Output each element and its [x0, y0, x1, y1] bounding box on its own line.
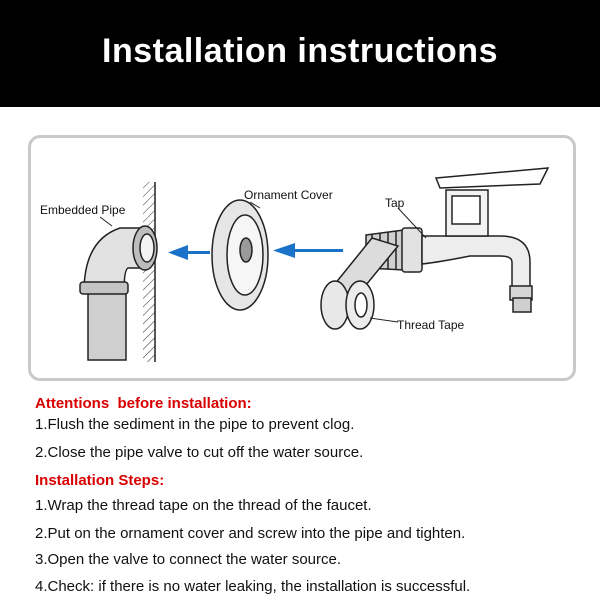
- tap-label: Tap: [385, 196, 405, 210]
- installation-steps-heading: Installation Steps:: [35, 472, 165, 489]
- ornament-cover-graphic: [212, 200, 268, 310]
- arrow-icon: [273, 243, 343, 258]
- step-item: 2.Put on the ornament cover and screw into the pipe and tighten.: [35, 525, 466, 542]
- page-title: Installation instructions: [102, 32, 498, 70]
- embedded-pipe-label: Embedded Pipe: [40, 203, 126, 217]
- thread-tape-label: Thread Tape: [397, 318, 465, 332]
- attention-item: 2.Close the pipe valve to cut off the water source.: [35, 444, 364, 461]
- tap-graphic: [366, 168, 548, 312]
- step-item: 3.Open the valve to connect the water source.: [35, 551, 342, 568]
- wall-graphic: [143, 182, 155, 362]
- step-item: 1.Wrap the thread tape on the thread of the faucet.: [35, 497, 372, 514]
- ornament-cover-label: Ornament Cover: [244, 188, 333, 202]
- step-item: 4.Check: if there is no water leaking, the installation is successful.: [35, 578, 471, 595]
- attentions-heading: Attentions before installation:: [35, 395, 252, 412]
- attention-item: 1.Flush the sediment in the pipe to prevent clog.: [35, 416, 355, 433]
- arrow-icon: [168, 245, 210, 260]
